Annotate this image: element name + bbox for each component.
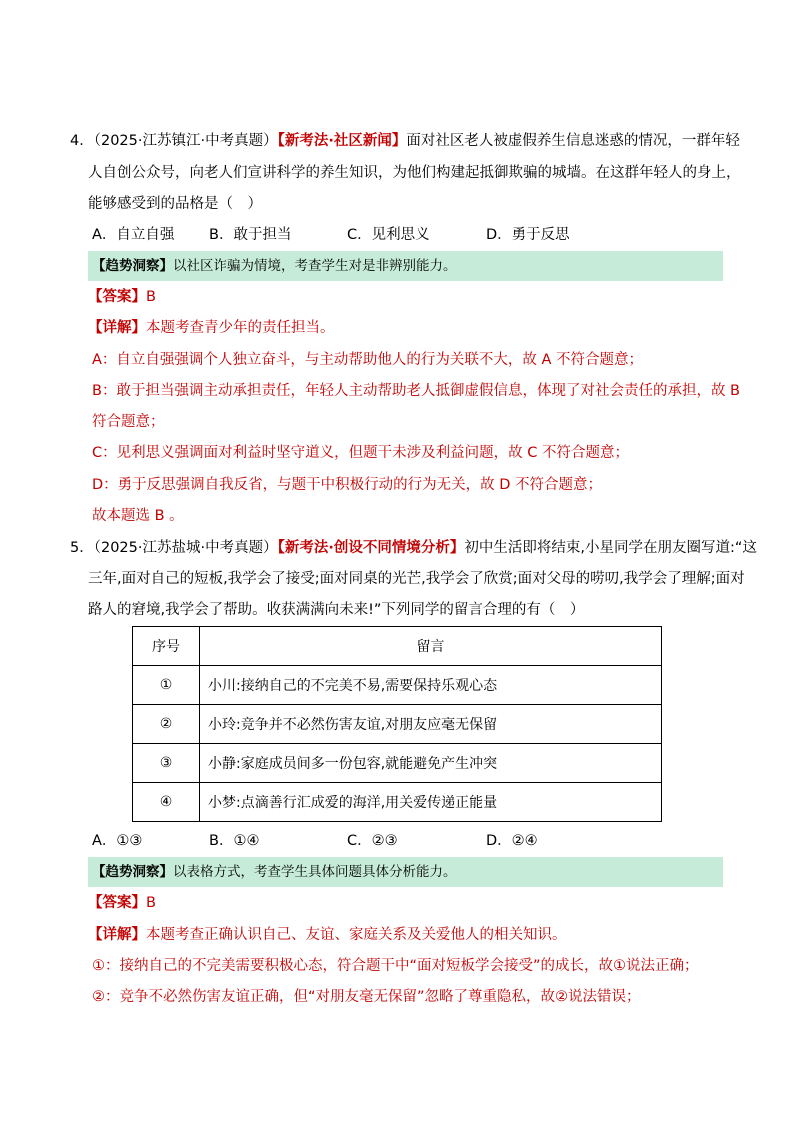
table-cell-number: ③ (133, 744, 200, 783)
q5-stem-text: 初中生活即将结束,小星同学在朋友圈写道:“这 (464, 540, 757, 556)
q4-detail-line (88, 318, 335, 338)
q4-tag: 【新考法·社区新闻】 (277, 133, 407, 149)
q5-option-b: B．①④ (209, 833, 260, 849)
table-cell-message: 小玲:竞争并不必然伤害友谊,对朋友应毫无保留 (200, 705, 662, 744)
q5-analysis-1: ①：接纳自己的不完美需要积极心态，符合题干中“面对短板学会接受”的成长，故①说法正确； (92, 958, 699, 974)
q5-trend-box (88, 857, 723, 887)
table-cell-number: ① (133, 666, 200, 705)
q5-answer-value: B (146, 895, 156, 911)
q4-analysis-b: B：敢于担当强调主动承担责任，年轻人主动帮助老人抵御虚假信息，体现了对社会责任的承担，故 B (92, 383, 741, 399)
q5-tag: 【新考法·创设不同情境分析】 (277, 540, 465, 556)
q5-trend-label: 【趋势洞察】 (92, 864, 173, 880)
q4-source: （2025·江苏镇江·中考真题） (93, 133, 278, 149)
q5-detail-line (88, 925, 567, 945)
q5-source: （2025·江苏盐城·中考真题） (93, 540, 278, 556)
q5-detail-text: 本题考查正确认识自己、友谊、家庭关系及关爱他人的相关知识。 (146, 927, 567, 943)
table-row (133, 666, 662, 705)
q4-answer-value: B (146, 289, 156, 305)
q4-stem-line2: 人自创公众号，向老人们宣讲科学的养生知识，为他们构建起抵御欺骗的城墙。在这群年轻人的身上， (88, 165, 741, 181)
q4-answer-line (88, 287, 156, 307)
table-cell-message: 小川:接纳自己的不完美不易,需要保持乐观心态 (200, 666, 662, 705)
q4-analysis-d: D：勇于反思强调自我反省，与题干中积极行动的行为无关，故 D 不符合题意； (92, 477, 603, 493)
q4-stem-line1 (70, 131, 740, 151)
q5-detail-label: 【详解】 (88, 927, 146, 943)
q4-analysis-a: A：自立自强强调个人独立奋斗，与主动帮助他人的行为关联不大，故 A 不符合题意； (92, 352, 644, 368)
q4-option-a: A．自立自强 (92, 227, 175, 243)
q5-option-a: A．①③ (92, 833, 143, 849)
q4-detail-label: 【详解】 (88, 320, 146, 336)
q4-trend-line (88, 251, 723, 281)
q5-answer-line (88, 893, 156, 913)
table-cell-number: ② (133, 705, 200, 744)
q4-detail-text: 本题考查青少年的责任担当。 (146, 320, 335, 336)
table-row (133, 744, 662, 783)
q4-option-b: B．敢于担当 (209, 227, 292, 243)
q4-analysis-c: C：见利思义强调面对利益时坚守道义，但题干未涉及利益问题，故 C 不符合题意； (92, 445, 629, 461)
q4-trend-label: 【趋势洞察】 (92, 258, 173, 274)
table-cell-message: 小梦:点滴善行汇成爱的海洋,用关爱传递正能量 (200, 783, 662, 822)
q4-trend-text: 以社区诈骗为情境，考查学生对是非辨别能力。 (173, 258, 457, 274)
table-header-number: 序号 (133, 627, 200, 666)
q5-number: 5． (70, 540, 94, 556)
q4-option-d: D．勇于反思 (486, 227, 570, 243)
q4-number: 4． (70, 133, 94, 149)
q4-trend-box (88, 251, 723, 281)
q4-answer-label: 【答案】 (88, 289, 146, 305)
q5-answer-label: 【答案】 (88, 895, 146, 911)
q5-trend-text: 以表格方式，考查学生具体问题具体分析能力。 (173, 864, 457, 880)
q4-analysis-b-cont: 符合题意； (92, 414, 165, 430)
q5-stem-line1 (70, 538, 757, 558)
table-cell-message: 小静:家庭成员间多一份包容,就能避免产生冲突 (200, 744, 662, 783)
q5-option-c: C．②③ (347, 833, 398, 849)
q4-option-c: C．见利思义 (347, 227, 430, 243)
q5-message-table (132, 626, 662, 822)
table-row (133, 705, 662, 744)
q5-option-d: D．②④ (486, 833, 538, 849)
q4-conclusion: 故本题选 B 。 (92, 508, 184, 524)
table-header-message: 留言 (200, 627, 662, 666)
q5-analysis-2: ②：竞争不必然伤害友谊正确，但“对朋友毫无保留”忽略了尊重隐私，故②说法错误； (92, 989, 641, 1005)
q4-stem-line3: 能够感受到的品格是（ ） (88, 196, 262, 212)
table-cell-number: ④ (133, 783, 200, 822)
table-row (133, 783, 662, 822)
q4-stem-text: 面对社区老人被虚假养生信息迷惑的情况，一群年轻 (406, 133, 740, 149)
q5-trend-line (88, 857, 723, 887)
q5-stem-line2: 三年,面对自己的短板,我学会了接受;面对同桌的光芒,我学会了欣赏;面对父母的唠叨,我学会了理解;面对 (88, 571, 745, 587)
table-header-row (133, 627, 662, 666)
q5-stem-line3: 路人的窘境,我学会了帮助。收获满满向未来!”下列同学的留言合理的有（ ） (88, 602, 585, 618)
